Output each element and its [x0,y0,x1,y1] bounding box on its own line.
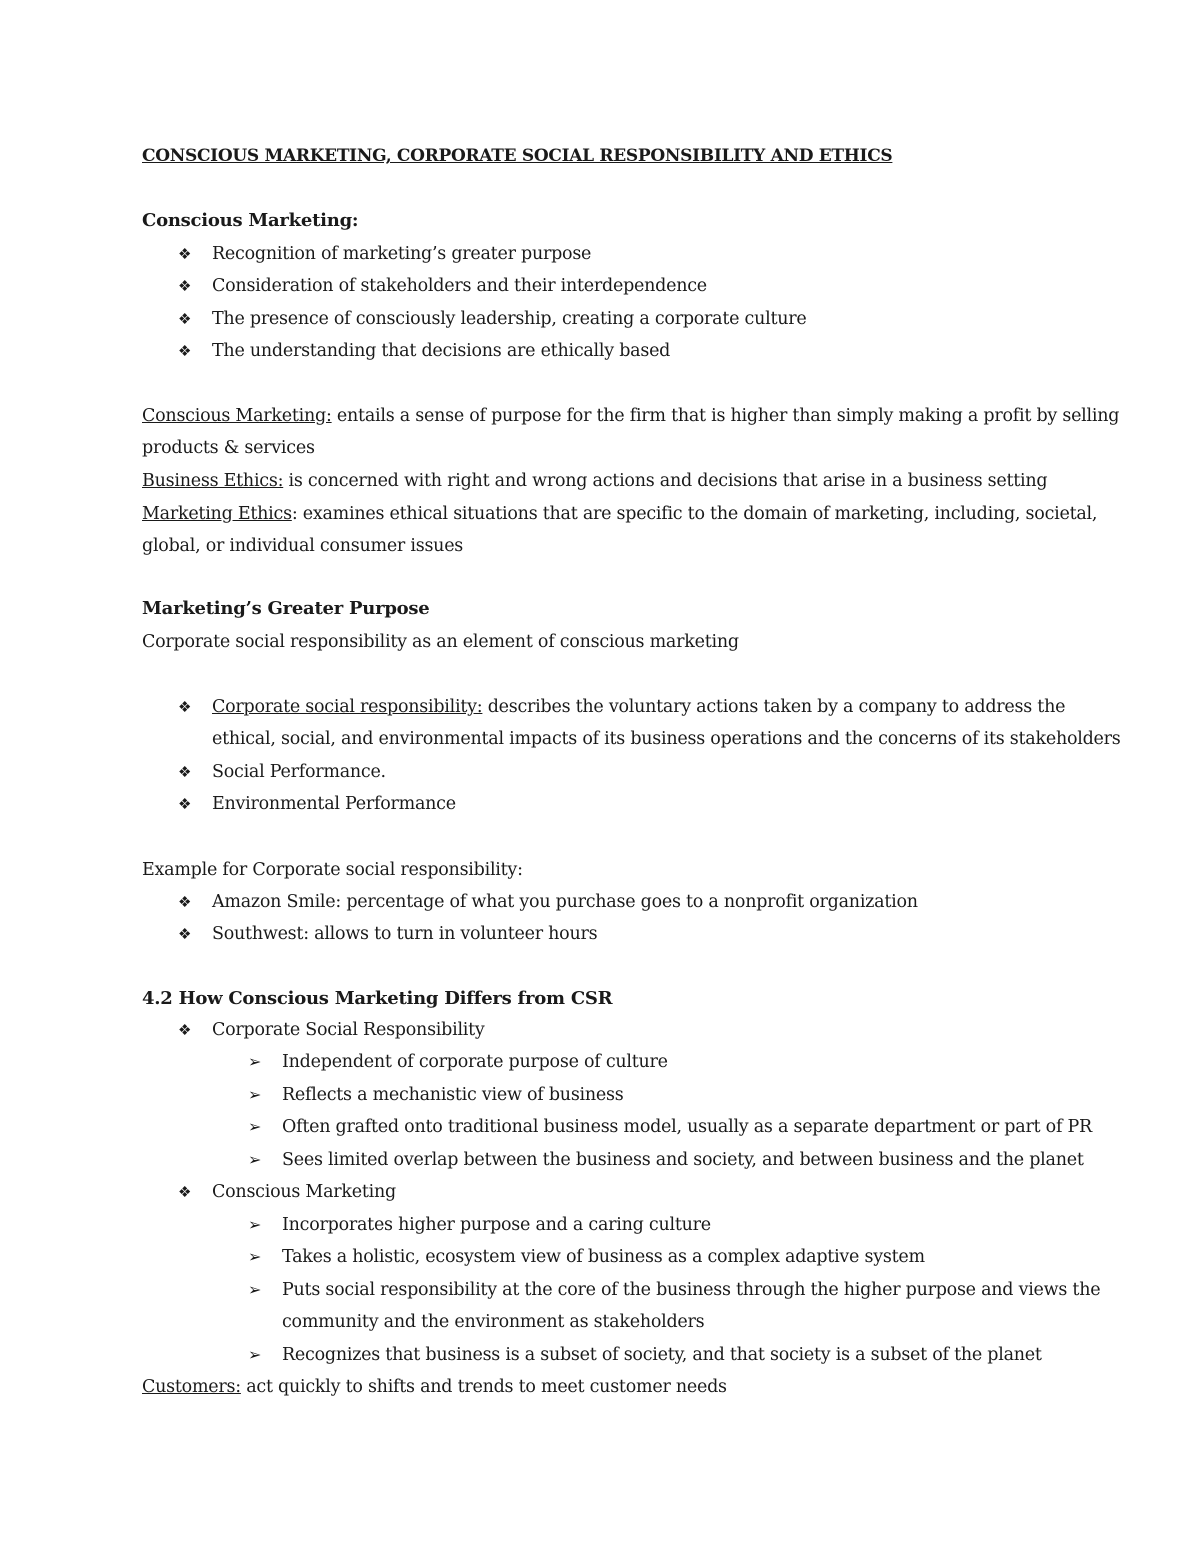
list-item-continuation: ethical, social, and environmental impacts of its business operations and the concerns of its stakeholders [212,729,1121,749]
definition-text: describes the voluntary actions taken by a company to address the [482,697,1066,717]
section-heading: 4.2 How Conscious Marketing Differs from CSR [142,988,613,1009]
diamond-bullet-icon: ❖ [178,795,192,813]
list-item-text: Corporate Social Responsibility [212,1020,485,1040]
definition-term: Customers: [142,1377,241,1397]
definition-term: Business Ethics: [142,471,284,491]
arrowhead-bullet-icon: ➢ [248,1280,262,1299]
conscious-marketing-heading: Conscious Marketing: [142,210,359,231]
list-item-text: Environmental Performance [212,794,456,814]
diamond-bullet-icon: ❖ [178,698,192,716]
definition-business-ethics [142,465,1060,497]
diamond-bullet-icon: ❖ [178,893,192,911]
list-item-text: Consideration of stakeholders and their interdependence [212,276,707,296]
diamond-bullet-icon: ❖ [178,245,192,263]
list-item-text: Amazon Smile: percentage of what you purchase goes to a nonprofit organization [212,892,918,912]
page-title: CONSCIOUS MARKETING, CORPORATE SOCIAL RESPONSIBILITY AND ETHICS [142,146,893,166]
diamond-bullet-icon: ❖ [178,310,192,328]
sub-list-item-text: Recognizes that business is a subset of society, and that society is a subset of the planet [282,1345,1042,1365]
definition-customers [142,1371,1060,1403]
arrowhead-bullet-icon: ➢ [248,1085,262,1104]
list-item-text: The understanding that decisions are ethically based [212,341,671,361]
arrowhead-bullet-icon: ➢ [248,1052,262,1071]
definition-text: : examines ethical situations that are specific to the domain of marketing, including, societal, [291,504,1098,524]
diamond-bullet-icon: ❖ [178,1021,192,1039]
definition-term: Corporate social responsibility: [212,697,483,717]
sub-list-item-continuation: community and the environment as stakeholders [282,1312,705,1332]
diamond-bullet-icon: ❖ [178,277,192,295]
greater-purpose-heading: Marketing’s Greater Purpose [142,598,430,619]
greater-purpose-intro: Corporate social responsibility as an element of conscious marketing [142,632,739,652]
arrowhead-bullet-icon: ➢ [248,1117,262,1136]
definition-continuation: global, or individual consumer issues [142,536,464,556]
definition-marketing-ethics [142,498,1098,530]
list-item-text: Southwest: allows to turn in volunteer hours [212,924,598,944]
arrowhead-bullet-icon: ➢ [248,1247,262,1266]
sub-list-item-text: Reflects a mechanistic view of business [282,1085,624,1105]
arrowhead-bullet-icon: ➢ [248,1150,262,1169]
examples-intro: Example for Corporate social responsibility: [142,860,523,880]
definition-text: is concerned with right and wrong actions and decisions that arise in a business setting [283,471,1048,491]
sub-list-item-text: Puts social responsibility at the core of the business through the higher purpose and views the [282,1280,1101,1300]
sub-list-item-text: Incorporates higher purpose and a caring culture [282,1215,711,1235]
diamond-bullet-icon: ❖ [178,763,192,781]
sub-list-item-text: Takes a holistic, ecosystem view of business as a complex adaptive system [282,1247,925,1267]
definition-continuation: products & services [142,438,315,458]
arrowhead-bullet-icon: ➢ [248,1215,262,1234]
diamond-bullet-icon: ❖ [178,342,192,360]
definition-conscious-marketing [142,400,1120,432]
definition-term: Marketing Ethics [142,504,292,524]
definition-text: act quickly to shifts and trends to meet customer needs [240,1377,727,1397]
sub-list-item-text: Independent of corporate purpose of culture [282,1052,668,1072]
list-item-text: The presence of consciously leadership, creating a corporate culture [212,309,807,329]
diamond-bullet-icon: ❖ [178,1183,192,1201]
diamond-bullet-icon: ❖ [178,925,192,943]
list-item-text [212,691,1065,723]
list-item-text: Social Performance. [212,762,386,782]
list-item-text: Conscious Marketing [212,1182,396,1202]
arrowhead-bullet-icon: ➢ [248,1345,262,1364]
definition-text: entails a sense of purpose for the firm that is higher than simply making a profit by selling [331,406,1120,426]
sub-list-item-text: Often grafted onto traditional business model, usually as a separate department or part of PR [282,1117,1092,1137]
definition-term: Conscious Marketing: [142,406,332,426]
list-item-text: Recognition of marketing’s greater purpose [212,244,592,264]
sub-list-item-text: Sees limited overlap between the business and society, and between business and the planet [282,1150,1084,1170]
